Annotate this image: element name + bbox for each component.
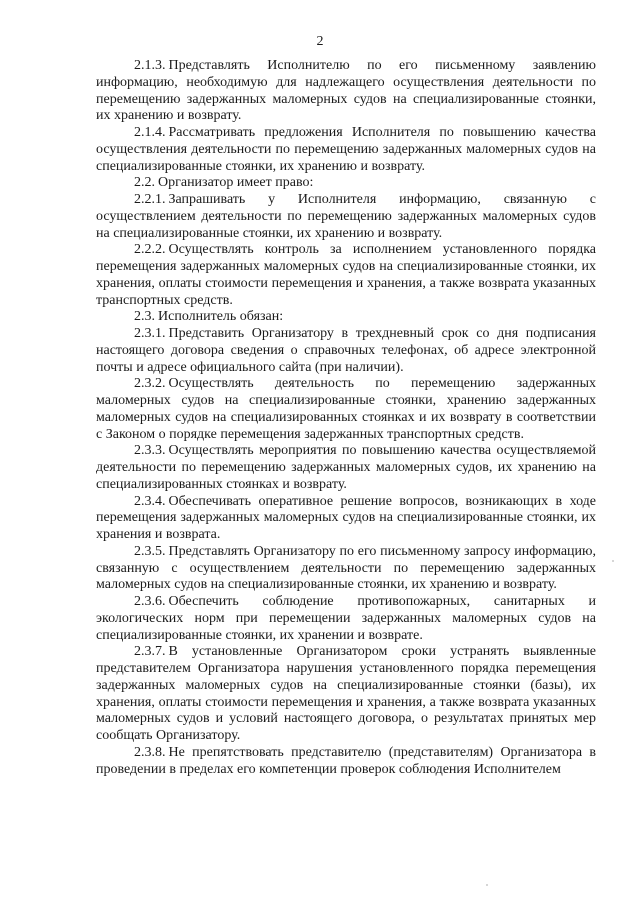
clause-number: 2.1.3.: [134, 58, 166, 73]
paragraph-2-2: [96, 175, 596, 192]
page-number: 2: [316, 34, 324, 49]
clause-number: 2.3.5.: [134, 543, 166, 559]
paragraph-2-3: [96, 309, 596, 326]
clause-text: Исполнитель обязан:: [158, 309, 284, 325]
clause-text: Запрашивать у Исполнителя информацию, связанную с осуществлением деятельности по перемещению задержанных маломерных судов на специализированные стоянки, их хранению и возврату.: [96, 192, 596, 241]
paragraph-2-3-8: [96, 745, 596, 779]
clause-number: 2.2.: [134, 175, 155, 191]
paragraph-2-3-7: [96, 644, 596, 745]
paragraph-2-3-1: [96, 326, 596, 376]
clause-number: 2.3.2.: [134, 376, 166, 392]
clause-text: Рассматривать предложения Исполнителя по повышению качества осуществления деятельности по перемещению задержанных маломерных судов на специализированные стоянки, их хранению и возврату.: [96, 125, 596, 174]
clause-text: Не препятствовать представителю (представителям) Организатора в проведении в пределах его компетенции проверок соблюдения Исполнителем: [96, 744, 596, 777]
paragraph-2-3-4: [96, 494, 596, 544]
document-body: [96, 58, 596, 778]
clause-number: 2.2.1.: [134, 192, 166, 207]
clause-text: Обеспечить соблюдение противопожарных, санитарных и экологических норм при перемещении задержанных маломерных судов на специализированные стоянки, их хранении и возврате.: [96, 594, 596, 643]
clause-text: Осуществлять контроль за исполнением установленного порядка перемещения задержанных маломерных судов на специализированные стоянки, их хранения, оплаты стоимости перемещения и хранения, а также возврата указанных транспортных средств.: [96, 242, 596, 308]
clause-text: Представлять Организатору по его письменному запросу информацию, связанную с осуществлением деятельности по перемещению задержанных маломерных судов на специализированные стоянки, их хранению и возврату.: [96, 543, 596, 593]
clause-number: 2.3.6.: [134, 594, 166, 609]
clause-number: 2.3.8.: [134, 744, 166, 760]
clause-text: Организатор имеет право:: [158, 175, 314, 191]
paragraph-2-3-2: [96, 376, 596, 443]
scan-speck: [612, 560, 614, 562]
clause-text: Обеспечивать оперативное решение вопросов, возникающих в ходе перемещения задержанных маломерных судов на специализированные стоянки, их хранения и возврата.: [96, 493, 596, 542]
paragraph-2-1-4: [96, 125, 596, 175]
paragraph-2-2-1: [96, 192, 596, 242]
clause-number: 2.3.4.: [134, 493, 166, 509]
clause-number: 2.3.7.: [134, 644, 166, 660]
scan-speck: [486, 884, 488, 886]
paragraph-2-2-2: [96, 242, 596, 309]
clause-text: В установленные Организатором сроки устранять выявленные представителем Организатора нарушения установленного порядка перемещения задержанных маломерных судов на специализированные стоянки (базы), их хранения, оплаты стоимости перемещения и хранения, а также возврата указанных маломерных судов и условий настоящего договора, о результатах принятых мер сообщать Организатору.: [96, 644, 596, 743]
clause-text: Представлять Исполнителю по его письменному заявлению информацию, необходимую для надлежащего осуществления деятельности по перемещению задержанных маломерных судов на специализированные стоянки, их хранению и возврату.: [96, 58, 596, 124]
clause-number: 2.2.2.: [134, 242, 166, 258]
clause-number: 2.3.3.: [134, 443, 166, 459]
paragraph-2-3-3: [96, 443, 596, 493]
paragraph-2-3-5: [96, 544, 596, 594]
clause-text: Осуществлять деятельность по перемещению задержанных маломерных судов на специализированные стоянки, хранению задержанных маломерных судов на специализированных стоянках и их возврату в соответствии с Законом о порядке перемещения задержанных транспортных средств.: [96, 376, 596, 442]
clause-number: 2.3.1.: [134, 326, 166, 341]
clause-text: Осуществлять мероприятия по повышению качества осуществляемой деятельности по перемещению задержанных маломерных судов, их хранению на специализированных стоянках и возврату.: [96, 443, 596, 492]
clause-text: Представить Организатору в трехдневный срок со дня подписания настоящего договора сведения о справочных телефонах, об адресе электронной почты и адресе официального сайта (при наличии).: [96, 326, 596, 375]
paragraph-2-3-6: [96, 594, 596, 644]
clause-number: 2.3.: [134, 309, 155, 325]
paragraph-2-1-3: [96, 58, 596, 125]
clause-number: 2.1.4.: [134, 125, 166, 140]
